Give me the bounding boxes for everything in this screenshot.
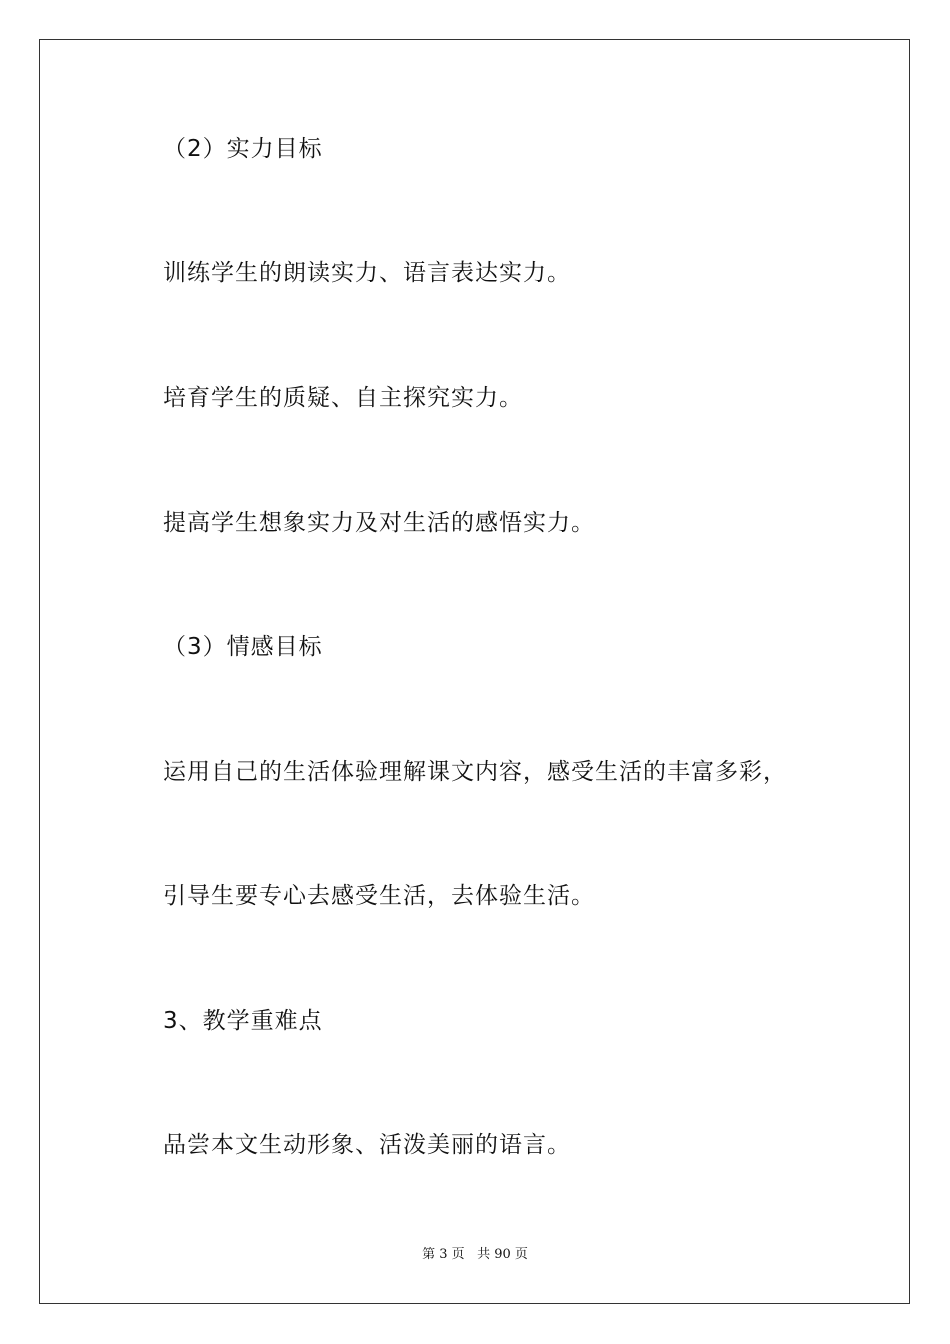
heading-key-points: 3、教学重难点 [163,1008,323,1034]
heading-emotion-goals: （3）情感目标 [163,634,323,660]
heading-ability-goals: （2）实力目标 [163,136,323,162]
page-total: 共 90 页 [477,1247,528,1262]
paragraph-line: 训练学生的朗读实力、语言表达实力。 [163,260,571,286]
paragraph-line: 品尝本文生动形象、活泼美丽的语言。 [163,1132,571,1158]
paragraph-line: 培育学生的质疑、自主探究实力。 [163,385,523,411]
paragraph-line: 运用自己的生活体验理解课文内容，感受生活的丰富多彩， [163,759,787,785]
page-border [39,39,910,1304]
paragraph-line: 引导生要专心去感受生活，去体验生活。 [163,883,595,909]
paragraph-line: 提高学生想象实力及对生活的感悟实力。 [163,510,595,536]
page-footer [0,1247,950,1263]
page-number: 第 3 页 [422,1247,465,1262]
